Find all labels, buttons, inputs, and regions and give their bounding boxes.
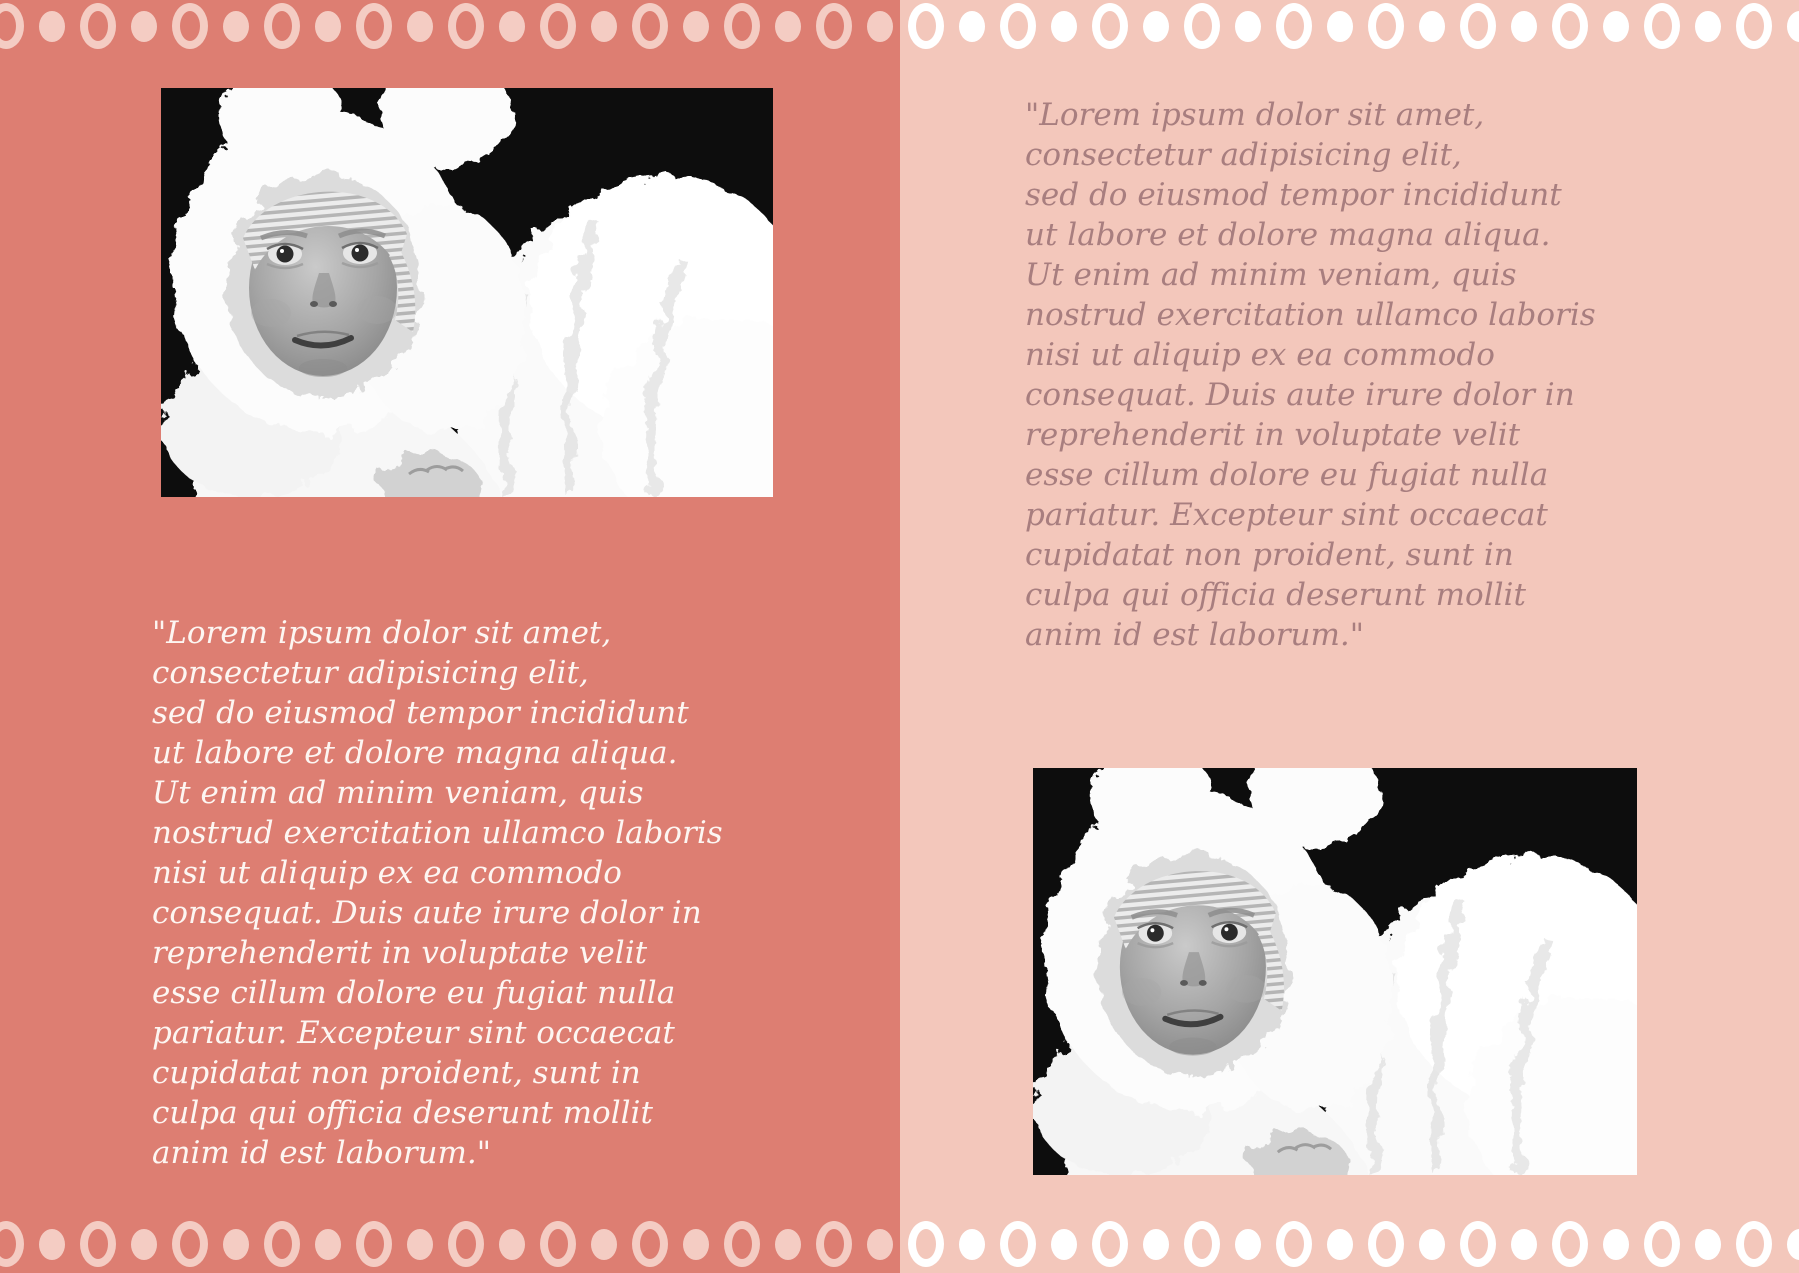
quote-line: pariatur. Excepteur sint occaecat [1025,497,1548,533]
ring-shape [80,1221,116,1267]
ring-shape [1368,3,1404,49]
dot-shape [1143,11,1169,42]
dot-shape [1327,1229,1353,1260]
ring-shape [356,1221,392,1267]
quote-line: reprehenderit in voluptate velit [1025,417,1521,453]
ring-shape [1644,3,1680,49]
ring-shape [632,3,668,49]
quote-line: cupidatat non proident, sunt in [152,1055,641,1091]
dot-shape [775,1229,801,1260]
dot-shape [1051,1229,1077,1260]
dot-shape [591,11,617,42]
dot-shape [683,1229,709,1260]
quote-line: culpa qui officia deserunt mollit [152,1095,653,1131]
quote-line: pariatur. Excepteur sint occaecat [152,1015,675,1051]
ring-shape [1736,3,1772,49]
ring-shape [1368,1221,1404,1267]
ring-shape [1276,1221,1312,1267]
dot-shape [1695,1229,1721,1260]
dot-shape [131,11,157,42]
ring-shape [816,1221,852,1267]
ring-shape [448,1221,484,1267]
dot-shape [959,1229,985,1260]
dot-shape [1327,11,1353,42]
ring-shape [1092,3,1128,49]
quote-line: consectetur adipisicing elit, [1025,137,1462,173]
dot-shape [1511,1229,1537,1260]
quote-line: reprehenderit in voluptate velit [152,935,648,971]
dot-shape [1419,1229,1445,1260]
ring-shape [264,3,300,49]
ring-shape [1092,1221,1128,1267]
dot-shape [775,11,801,42]
dot-shape [959,11,985,42]
ring-shape [1276,3,1312,49]
dot-shape [407,11,433,42]
quote-line: consequat. Duis aute irure dolor in [1025,377,1575,413]
quote-line: sed do eiusmod tempor incididunt [1025,177,1562,213]
dot-shape [499,1229,525,1260]
dot-shape [1787,1229,1799,1260]
quote-line: culpa qui officia deserunt mollit [1025,577,1526,613]
quote-line: anim id est laborum." [152,1135,491,1171]
baby-photo [161,88,773,497]
ring-shape [1552,3,1588,49]
baby-photo [1033,768,1637,1175]
lorem-quote-right [1025,95,1596,655]
bottom-border-right-dots [908,1221,1799,1267]
dot-shape [683,11,709,42]
ring-shape [632,1221,668,1267]
quote-line: nisi ut aliquip ex ea commodo [152,855,622,891]
dot-shape [223,1229,249,1260]
dot-shape [315,1229,341,1260]
dot-shape [1235,11,1261,42]
top-border-right-dots [908,3,1799,49]
ring-shape [172,3,208,49]
dot-shape [1511,11,1537,42]
ring-shape [1184,1221,1220,1267]
quote-line: Ut enim ad minim veniam, quis [1025,257,1517,293]
ring-shape [1000,3,1036,49]
ring-shape [0,3,24,49]
ring-shape [908,1221,944,1267]
ring-shape [540,1221,576,1267]
ring-shape [724,1221,760,1267]
ring-shape [1552,1221,1588,1267]
ring-shape [1736,1221,1772,1267]
dot-shape [1051,11,1077,42]
quote-line: nisi ut aliquip ex ea commodo [1025,337,1495,373]
dot-shape [1603,1229,1629,1260]
dot-shape [1235,1229,1261,1260]
dot-shape [39,11,65,42]
dot-shape [1695,11,1721,42]
dot-shape [1603,11,1629,42]
ring-shape [540,3,576,49]
dot-shape [223,11,249,42]
ring-shape [908,3,944,49]
quote-line: nostrud exercitation ullamco laboris [1025,297,1596,333]
quote-line: nostrud exercitation ullamco laboris [152,815,723,851]
ring-shape [1460,3,1496,49]
ring-shape [448,3,484,49]
dot-shape [131,1229,157,1260]
dot-shape [867,1229,893,1260]
quote-line: esse cillum dolore eu fugiat nulla [152,975,676,1011]
dot-shape [315,11,341,42]
ring-shape [80,3,116,49]
dot-shape [591,1229,617,1260]
ring-shape [1460,1221,1496,1267]
top-border-left-dots [0,3,893,49]
quote-line: ut labore et dolore magna aliqua. [152,735,678,771]
ring-shape [172,1221,208,1267]
quote-line: esse cillum dolore eu fugiat nulla [1025,457,1549,493]
quote-line: consequat. Duis aute irure dolor in [152,895,702,931]
dot-shape [1787,11,1799,42]
lorem-quote-left [152,613,723,1173]
quote-line: "Lorem ipsum dolor sit amet, [152,615,612,651]
ring-shape [724,3,760,49]
quote-line: "Lorem ipsum dolor sit amet, [1025,97,1485,133]
quote-line: Ut enim ad minim veniam, quis [152,775,644,811]
ring-shape [0,1221,24,1267]
ring-shape [1644,1221,1680,1267]
dot-shape [1419,11,1445,42]
bottom-border-left-dots [0,1221,893,1267]
quote-line: sed do eiusmod tempor incididunt [152,695,689,731]
ring-shape [816,3,852,49]
right-page-panel [900,0,1799,1273]
quote-line: consectetur adipisicing elit, [152,655,589,691]
quote-line: ut labore et dolore magna aliqua. [1025,217,1551,253]
dot-shape [499,11,525,42]
quote-line: anim id est laborum." [1025,617,1364,653]
ring-shape [1000,1221,1036,1267]
dot-shape [1143,1229,1169,1260]
ring-shape [264,1221,300,1267]
quote-line: cupidatat non proident, sunt in [1025,537,1514,573]
ring-shape [356,3,392,49]
dot-shape [407,1229,433,1260]
ring-shape [1184,3,1220,49]
dot-shape [867,11,893,42]
dot-shape [39,1229,65,1260]
